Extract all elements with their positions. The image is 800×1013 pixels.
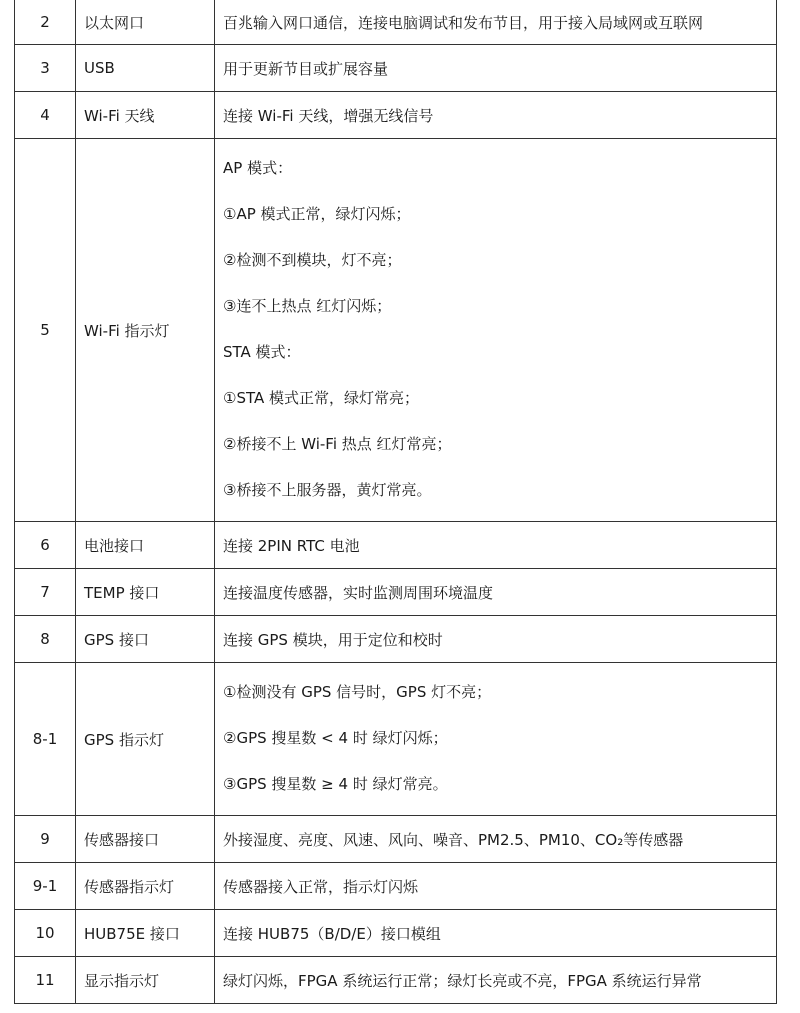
row-name: Wi-Fi 指示灯 (76, 139, 215, 522)
row-name: 电池接口 (76, 522, 215, 569)
description-line: ①检测没有 GPS 信号时，GPS 灯不亮； (223, 683, 492, 701)
table-row (15, 569, 777, 616)
row-description: 连接 Wi-Fi 天线，增强无线信号 (215, 92, 777, 139)
table-row (15, 957, 777, 1004)
row-description: 连接 HUB75（B/D/E）接口模组 (215, 910, 777, 957)
table-row (15, 45, 777, 92)
row-number: 11 (15, 957, 76, 1004)
table-row (15, 863, 777, 910)
row-description (215, 139, 777, 522)
row-description: 连接温度传感器，实时监测周围环境温度 (215, 569, 777, 616)
row-number: 5 (15, 139, 76, 522)
row-number: 4 (15, 92, 76, 139)
row-description: 百兆输入网口通信，连接电脑调试和发布节目，用于接入局域网或互联网 (215, 0, 777, 45)
description-line: ①STA 模式正常，绿灯常亮； (223, 389, 419, 407)
row-description: 连接 GPS 模块，用于定位和校时 (215, 616, 777, 663)
table-row (15, 0, 777, 45)
description-line: ①AP 模式正常，绿灯闪烁； (223, 205, 411, 223)
table-row (15, 139, 777, 522)
row-name: 传感器接口 (76, 816, 215, 863)
row-name: GPS 接口 (76, 616, 215, 663)
table-row (15, 816, 777, 863)
description-line: ②桥接不上 Wi-Fi 热点 红灯常亮； (223, 435, 452, 453)
table-row (15, 910, 777, 957)
row-number: 8-1 (15, 663, 76, 816)
description-line: ③连不上热点 红灯闪烁； (223, 297, 392, 315)
row-number: 9 (15, 816, 76, 863)
table-row (15, 522, 777, 569)
row-name: TEMP 接口 (76, 569, 215, 616)
row-name: 显示指示灯 (76, 957, 215, 1004)
row-description (215, 663, 777, 816)
description-line: STA 模式： (223, 343, 301, 361)
row-number: 9-1 (15, 863, 76, 910)
interface-table (14, 0, 777, 1004)
row-number: 8 (15, 616, 76, 663)
table-row (15, 616, 777, 663)
document-page (14, 0, 776, 1004)
row-name: 传感器指示灯 (76, 863, 215, 910)
description-line: ②GPS 搜星数 < 4 时 绿灯闪烁； (223, 729, 448, 747)
row-name: HUB75E 接口 (76, 910, 215, 957)
row-description: 绿灯闪烁，FPGA 系统运行正常；绿灯长亮或不亮，FPGA 系统运行异常 (215, 957, 777, 1004)
description-line: ②检测不到模块，灯不亮； (223, 251, 402, 269)
table-row (15, 663, 777, 816)
row-name: Wi-Fi 天线 (76, 92, 215, 139)
description-line: AP 模式： (223, 159, 293, 177)
row-number: 10 (15, 910, 76, 957)
row-description: 连接 2PIN RTC 电池 (215, 522, 777, 569)
description-line: ③桥接不上服务器，黄灯常亮。 (223, 481, 432, 499)
row-description: 外接湿度、亮度、风速、风向、噪音、PM2.5、PM10、CO₂等传感器 (215, 816, 777, 863)
row-name: USB (76, 45, 215, 92)
row-name: GPS 指示灯 (76, 663, 215, 816)
row-description: 用于更新节目或扩展容量 (215, 45, 777, 92)
row-number: 3 (15, 45, 76, 92)
row-number: 2 (15, 0, 76, 45)
row-number: 6 (15, 522, 76, 569)
description-line: ③GPS 搜星数 ≥ 4 时 绿灯常亮。 (223, 775, 448, 793)
row-description: 传感器接入正常，指示灯闪烁 (215, 863, 777, 910)
table-row (15, 92, 777, 139)
row-name: 以太网口 (76, 0, 215, 45)
row-number: 7 (15, 569, 76, 616)
